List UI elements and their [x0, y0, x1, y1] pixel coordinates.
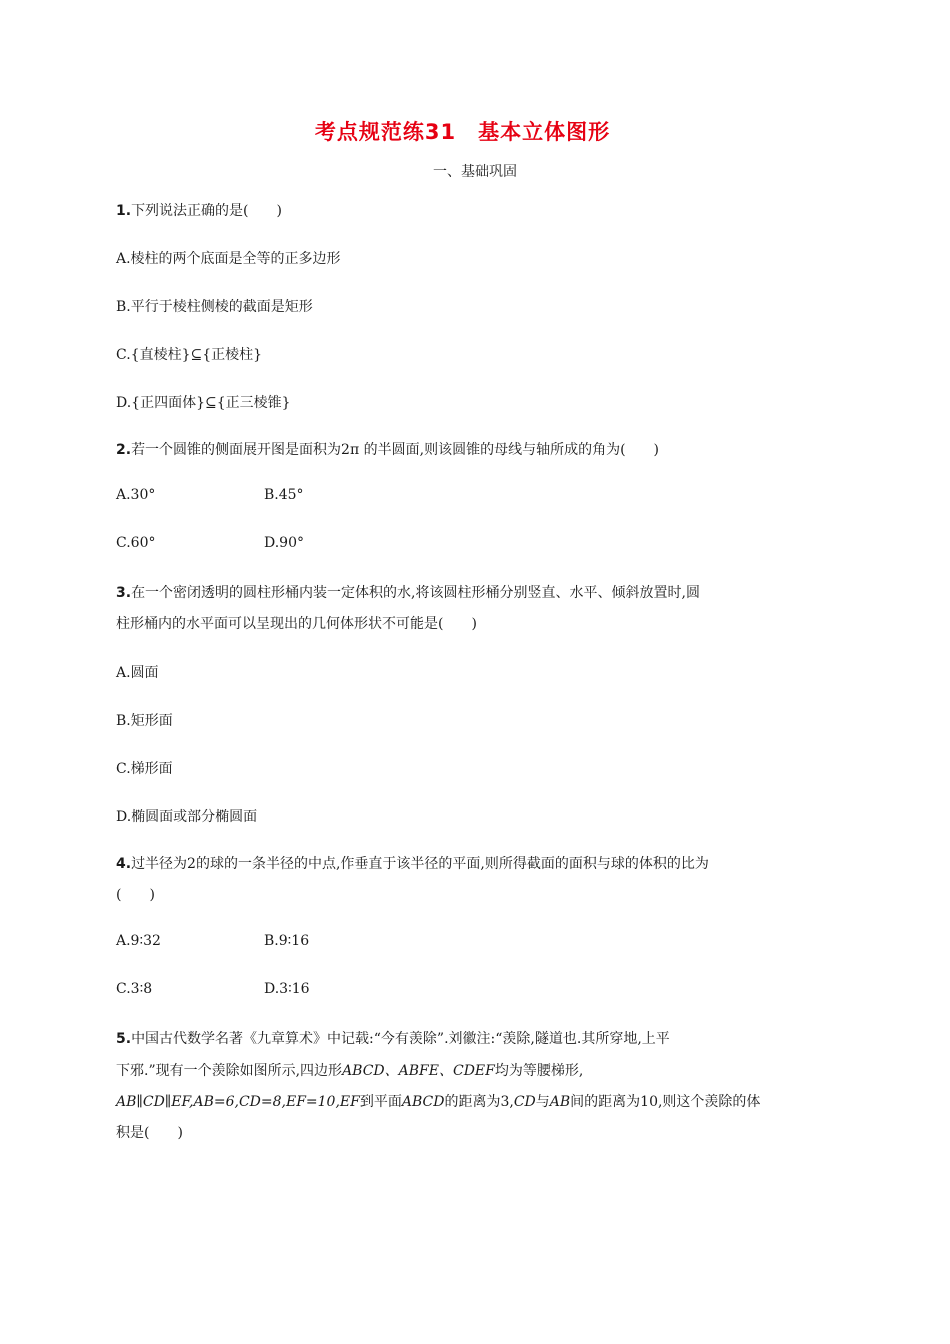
- question-stem-line-2: 下邪.”现有一个羡除如图所示,四边形ABCD、ABFE、CDEF均为等腰梯形,: [116, 1063, 584, 1079]
- question-3: [116, 582, 700, 602]
- q3-option-c: C.梯形面: [116, 761, 173, 777]
- question-stem: 下列说法正确的是( ): [131, 203, 282, 219]
- q1-option-d: D.{正四面体}⊆{正三棱锥}: [116, 395, 291, 411]
- page-title: 考点规范练31 基本立体图形: [314, 120, 611, 144]
- q1-option-a: A.棱柱的两个底面是全等的正多边形: [116, 251, 341, 267]
- question-stem-line-3: AB∥CD∥EF,AB=6,CD=8,EF=10,EF到平面ABCD的距离为3,CD与AB间的距离为10,则这个羡除的体: [116, 1094, 761, 1110]
- question-number: 5.: [116, 1031, 132, 1047]
- question-number: 3.: [116, 585, 132, 601]
- question-stem-line-1: 在一个密闭透明的圆柱形桶内装一定体积的水,将该圆柱形桶分别竖直、水平、倾斜放置时,圆: [131, 585, 700, 601]
- q3-option-d: D.椭圆面或部分椭圆面: [116, 809, 258, 825]
- q1-option-c: C.{直棱柱}⊆{正棱柱}: [116, 347, 263, 363]
- question-number: 1.: [116, 203, 132, 219]
- q4-option-c: C.3∶8: [116, 981, 153, 997]
- q4-option-d: D.3∶16: [264, 981, 310, 997]
- q1-option-b: B.平行于棱柱侧棱的截面是矩形: [116, 299, 313, 315]
- q3-option-b: B.矩形面: [116, 713, 173, 729]
- q3-option-a: A.圆面: [116, 665, 159, 681]
- section-heading: 一、基础巩固: [433, 164, 517, 180]
- question-4: [116, 853, 709, 873]
- question-number: 4.: [116, 856, 132, 872]
- q2-option-c: C.60°: [116, 535, 156, 551]
- q2-option-a: A.30°: [116, 487, 156, 503]
- question-stem-line-1: 过半径为2的球的一条半径的中点,作垂直于该半径的平面,则所得截面的面积与球的体积的比为: [131, 856, 709, 872]
- question-1: [116, 200, 282, 220]
- question-stem-line-2: 柱形桶内的水平面可以呈现出的几何体形状不可能是( ): [116, 616, 477, 632]
- question-stem-line-1: 中国古代数学名著《九章算术》中记载:“今有羡除”.刘徽注:“羡除,隧道也.其所穿地,上平: [131, 1031, 670, 1047]
- question-stem-line-2: ( ): [116, 887, 155, 903]
- question-stem-line-4: 积是( ): [116, 1125, 183, 1141]
- question-number: 2.: [116, 442, 132, 458]
- question-5: [116, 1028, 670, 1048]
- q2-option-b: B.45°: [264, 487, 304, 503]
- q4-option-b: B.9∶16: [264, 933, 310, 949]
- q2-option-d: D.90°: [264, 535, 304, 551]
- q4-option-a: A.9∶32: [116, 933, 161, 949]
- question-stem: 若一个圆锥的侧面展开图是面积为2π 的半圆面,则该圆锥的母线与轴所成的角为( ): [131, 442, 659, 458]
- question-2: [116, 439, 659, 459]
